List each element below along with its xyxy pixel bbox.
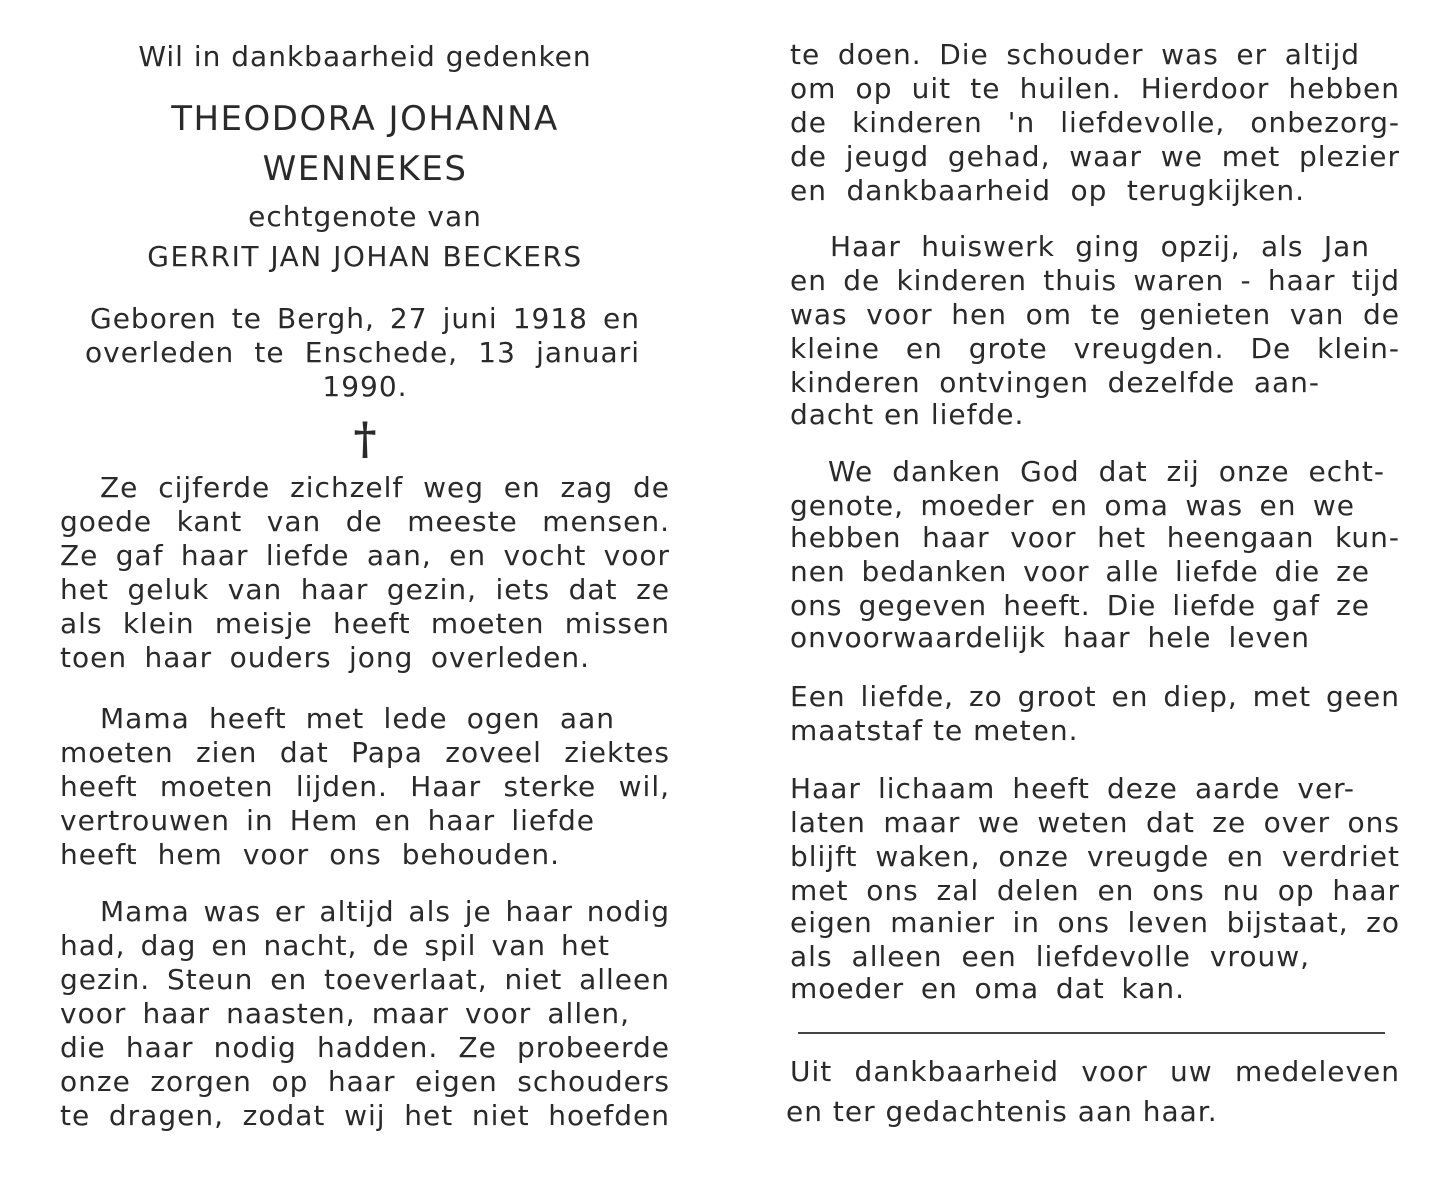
paragraph-line: kinderen ontvingen dezelfde aan-	[790, 366, 1320, 399]
spouse-intro: echtgenote van	[248, 200, 482, 233]
paragraph-line: Ze cijferde zichzelf weg en zag de	[100, 471, 670, 504]
paragraph-line: Een liefde, zo groot en diep, met geen	[790, 680, 1400, 713]
paragraph-line: toen haar ouders jong overleden.	[60, 641, 590, 674]
paragraph-line: moeder en oma dat kan.	[790, 972, 1185, 1005]
paragraph-line: en dankbaarheid op terugkijken.	[790, 174, 1305, 207]
paragraph-line: dacht en liefde.	[790, 398, 1025, 431]
dates-line: overleden te Enschede, 13 januari	[85, 336, 640, 369]
paragraph-line: goede kant van de meeste mensen.	[60, 505, 670, 538]
paragraph-line: Haar huiswerk ging opzij, als Jan	[830, 230, 1370, 263]
deceased-name-line2: WENNEKES	[262, 149, 468, 189]
paragraph-line: als klein meisje heeft moeten missen	[60, 607, 670, 640]
paragraph-line: en de kinderen thuis waren - haar tijd	[790, 264, 1400, 297]
paragraph-line: heeft moeten lijden. Haar sterke wil,	[60, 770, 670, 803]
dates-line: Geboren te Bergh, 27 juni 1918 en	[90, 302, 640, 335]
deceased-name-line1: THEODORA JOHANNA	[171, 99, 559, 139]
paragraph-line: vertrouwen in Hem en haar liefde	[60, 804, 595, 837]
paragraph-line: voor haar naasten, maar voor allen,	[60, 997, 630, 1030]
paragraph-line: We danken God dat zij onze echt-	[828, 455, 1385, 488]
paragraph-line: gezin. Steun en toeverlaat, niet alleen	[60, 963, 670, 996]
dates-line: 1990.	[322, 370, 408, 403]
paragraph-line: eigen manier in ons leven bijstaat, zo	[790, 906, 1400, 939]
paragraph-line: laten maar we weten dat ze over ons	[790, 806, 1400, 839]
paragraph-line: als alleen een liefdevolle vrouw,	[790, 940, 1310, 973]
divider-line	[798, 1032, 1385, 1034]
paragraph-line: Haar lichaam heeft deze aarde ver-	[790, 772, 1355, 805]
paragraph-line: kleine en grote vreugden. De klein-	[790, 332, 1400, 365]
paragraph-line: was voor hen om te genieten van de	[790, 298, 1400, 331]
paragraph-line: onvoorwaardelijk haar hele leven	[790, 621, 1310, 654]
paragraph-line: het geluk van haar gezin, iets dat ze	[60, 573, 670, 606]
paragraph-line: maatstaf te meten.	[790, 714, 1079, 747]
paragraph-line: de kinderen 'n liefdevolle, onbezorg-	[790, 106, 1400, 139]
closing-line: en ter gedachtenis aan haar.	[786, 1095, 1218, 1128]
paragraph-line: Ze gaf haar liefde aan, en vocht voor	[60, 539, 670, 572]
cross-icon: †	[353, 414, 377, 465]
paragraph-line: te dragen, zodat wij het niet hoefden	[60, 1099, 670, 1132]
paragraph-line: Mama heeft met lede ogen aan	[100, 702, 615, 735]
closing-line: Uit dankbaarheid voor uw medeleven	[790, 1055, 1400, 1088]
paragraph-line: moeten zien dat Papa zoveel ziektes	[60, 736, 670, 769]
paragraph-line: had, dag en nacht, de spil van het	[60, 929, 610, 962]
spouse-name: GERRIT JAN JOHAN BECKERS	[147, 240, 583, 273]
paragraph-line: ons gegeven heeft. Die liefde gaf ze	[790, 589, 1370, 622]
paragraph-line: onze zorgen op haar eigen schouders	[60, 1065, 670, 1098]
paragraph-line: genote, moeder en oma was en we	[790, 489, 1355, 522]
paragraph-line: die haar nodig hadden. Ze probeerde	[60, 1031, 670, 1064]
paragraph-line: heeft hem voor ons behouden.	[60, 838, 560, 871]
paragraph-line: te doen. Die schouder was er altijd	[790, 38, 1360, 71]
paragraph-line: met ons zal delen en ons nu op haar	[790, 874, 1400, 907]
paragraph-line: Mama was er altijd als je haar nodig	[100, 895, 670, 928]
paragraph-line: de jeugd gehad, waar we met plezier	[790, 140, 1400, 173]
heading: Wil in dankbaarheid gedenken	[138, 40, 592, 73]
paragraph-line: blijft waken, onze vreugde en verdriet	[790, 840, 1400, 873]
paragraph-line: hebben haar voor het heengaan kun-	[790, 521, 1400, 554]
paragraph-line: nen bedanken voor alle liefde die ze	[790, 555, 1370, 588]
paragraph-line: om op uit te huilen. Hierdoor hebben	[790, 72, 1400, 105]
